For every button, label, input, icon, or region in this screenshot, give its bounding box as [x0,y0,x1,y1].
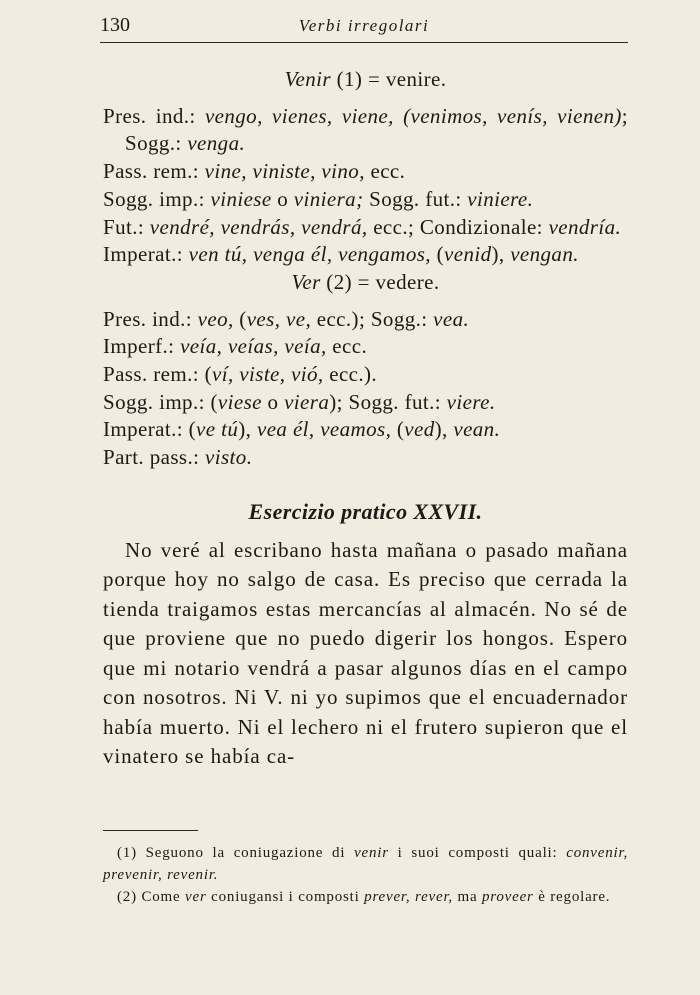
page-number: 130 [100,14,130,36]
venir-future [103,214,628,242]
forms: vendré, vendrás, vendrá, [149,214,368,239]
exercise-text: No veré al escribano hasta mañana o pasado mañana porque hoy no salgo de casa. Es preciso que cerrada la tienda traigamos estas mercancías al almacén. No sé de que proviene que no puedo digerir los hongos. Espero que mi notario vendrá a pasar algunos días en el campo con nosotros. Ni V. ni yo supimos que el encuadernador había muerto. Ni el lechero ni el frutero supieron que el vinatero se había ca- [103,537,628,769]
venir-title-rest: (1) = venire. [330,67,447,91]
footnote-verb: ver [185,889,207,905]
label: ; Sogg.: [125,103,628,156]
forms: vean. [453,417,501,442]
label: ); Sogg. fut.: [329,389,447,414]
venir-past [103,158,628,186]
label: o [261,389,285,414]
footnote-text: Come [136,889,186,905]
ver-imperative [103,416,628,444]
forms: viniere. [467,186,534,211]
ver-title: Ver [291,269,321,294]
ver-subjunctive [103,389,628,417]
venir-present [103,103,628,158]
forms: viere. [446,389,496,414]
label: ), [434,417,454,442]
footnote-verb: convenir, prevenir, revenir. [103,845,628,883]
label: Pres. ind.: [103,103,205,128]
forms: ví, viste, vió, [212,362,324,387]
footnote-mark: (2) [117,889,137,905]
footnote-rule [103,830,198,831]
label: ), [238,417,257,442]
footnote-text: Seguono la coniugazione di [136,845,355,861]
forms: ves, ve, [246,306,312,331]
footnote-verb: prever, rever, [364,889,453,905]
ver-heading [103,269,628,297]
forms: vea. [433,306,470,331]
label: Imperat.: [103,242,189,267]
ver-present [103,306,628,334]
footnote-text: è regolare. [533,889,611,905]
page-body [103,66,628,772]
label: ( [233,306,247,331]
footnote-verb: proveer [482,889,534,905]
label: Pres. ind.: [103,306,198,331]
venir-heading [103,66,628,94]
label: ecc.; Condizionale: [367,214,549,239]
footnote-text: ma [452,889,482,905]
label: Pass. rem.: ( [103,362,213,387]
ver-participle [103,444,628,472]
forms: veía, veías, veía, [180,334,327,359]
label: Part. pass.: [103,445,206,470]
label: Imperat.: ( [103,417,197,442]
forms: viniera; [293,186,364,211]
label: Sogg. imp.: ( [103,389,218,414]
label: ecc. [326,334,368,359]
running-title: Verbi irregolari [298,16,430,35]
forms: venid [444,242,492,267]
footnote-1 [103,842,628,886]
forms: vengan. [510,242,579,267]
ver-title-rest: (2) = vedere. [320,269,440,294]
label: ), [491,242,511,267]
footnote-verb: venir [354,845,389,861]
forms: veo, [197,306,234,331]
footnotes [103,842,628,908]
footnote-text: coniugansi i composti [206,889,365,905]
label: Sogg. fut.: [363,186,468,211]
label: ( [391,417,405,442]
forms: viera [284,389,330,414]
label: ( [430,242,444,267]
forms: visto. [205,445,253,470]
forms: ved [404,417,435,442]
label: Pass. rem.: [103,159,205,184]
forms: vengo, vienes, viene, (venimos, venís, vienen) [204,103,622,128]
page-header [100,12,628,43]
forms: vine, viniste, vino, [204,159,365,184]
forms: vendría. [548,214,622,239]
venir-subjunctive [103,186,628,214]
footnote-mark: (1) [117,845,137,861]
label: ecc.). [323,362,378,387]
label: Imperf.: [103,334,181,359]
venir-title: Venir [284,67,331,91]
forms: viese [217,389,262,414]
label: Sogg. imp.: [103,186,211,211]
label: ecc.); Sogg.: [311,306,434,331]
ver-past [103,361,628,389]
forms: ve tú [196,417,239,442]
venir-imperative [103,241,628,269]
forms: venga. [187,131,246,156]
forms: ven tú, venga él, vengamos, [188,242,431,267]
exercise-title: Esercizio pratico XXVII. [248,498,483,524]
label: ecc. [364,159,406,184]
forms: viniese [210,186,272,211]
ver-imperfect [103,333,628,361]
forms: vea él, veamos, [256,417,392,442]
footnote-2 [103,886,628,908]
label: Fut.: [103,214,150,239]
label: o [271,186,294,211]
footnote-text: i suoi composti quali: [388,845,567,861]
